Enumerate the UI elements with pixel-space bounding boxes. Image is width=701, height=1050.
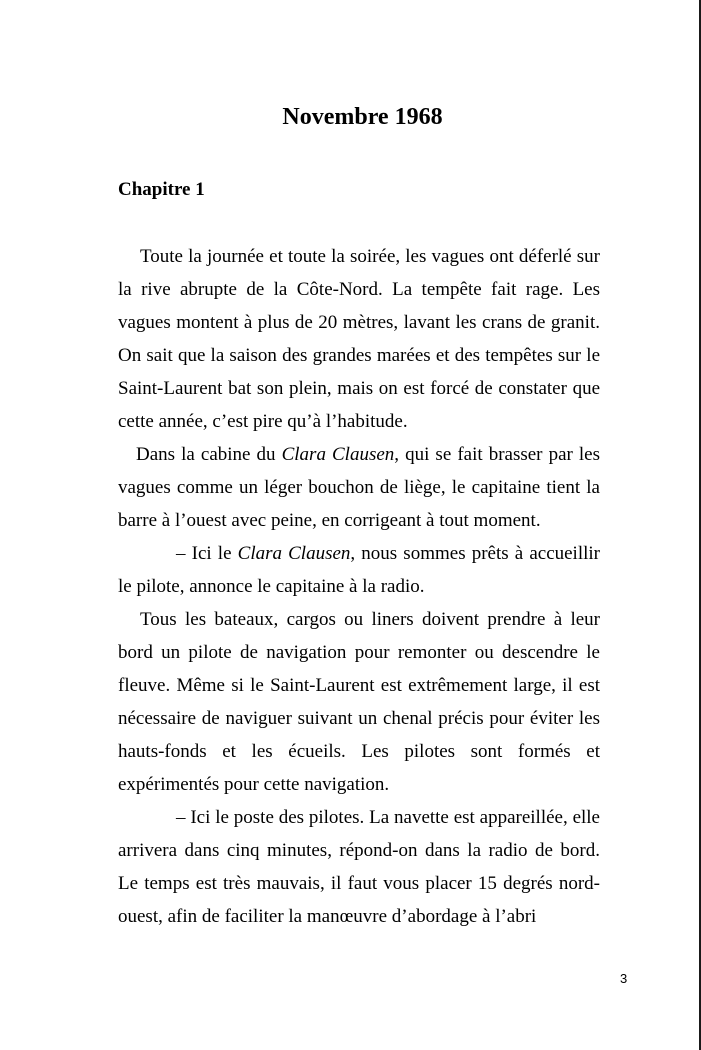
dialogue-pilot-station: – Ici le poste des pilotes. La navette est appareillée, elle arrivera dans cinq minutes, répond-on dans la radio de bord. Le temps est très mauvais, il faut vous placer 15 degrés nord-ouest, afin de faciliter la manœuvre d’abordage à l’abri bbox=[118, 807, 600, 927]
dialogue-captain-start: – Ici le bbox=[176, 543, 238, 564]
dialogue-captain bbox=[118, 537, 600, 603]
page-number: 3 bbox=[620, 971, 628, 986]
body-text bbox=[118, 240, 600, 933]
dialogue-captain-end: , nous sommes prêts à accueillir le pilote, annonce le capitaine à la radio. bbox=[118, 543, 601, 597]
paragraph-storm: Toute la journée et toute la soirée, les vagues ont déferlé sur la rive abrupte de la Côte-Nord. La tempête fait rage. Les vagues montent à plus de 20 mètres, lavant les crans de granit. On sait que la saison des grandes marées et des tempêtes sur le Saint-Laurent bat son plein, mais on est forcé de constater que cette année, c’est pire qu’à l’habitude. bbox=[118, 246, 600, 432]
paragraph-cabin-end: , qui se fait brasser par les vagues comme un léger bouchon de liège, le capitaine tient la barre à l’ouest avec peine, en corrigeant à tout moment. bbox=[118, 444, 600, 531]
ship-name: Clara Clausen bbox=[281, 444, 395, 465]
paragraph-pilots: Tous les bateaux, cargos ou liners doivent prendre à leur bord un pilote de navigation pour remonter ou descendre le fleuve. Même si le Saint-Laurent est extrêmement large, il est nécessaire de naviguer suivant un chenal précis pour éviter les hauts-fonds et les écueils. Les pilotes sont formés et expérimentés pour cette navigation. bbox=[118, 609, 600, 795]
page-title: Novembre 1968 bbox=[282, 104, 443, 130]
paragraph-cabin-start: Dans la cabine du bbox=[136, 444, 282, 465]
paragraph-cabin bbox=[118, 438, 600, 537]
chapter-heading: Chapitre 1 bbox=[118, 179, 205, 200]
ship-name: Clara Clausen bbox=[237, 543, 351, 564]
